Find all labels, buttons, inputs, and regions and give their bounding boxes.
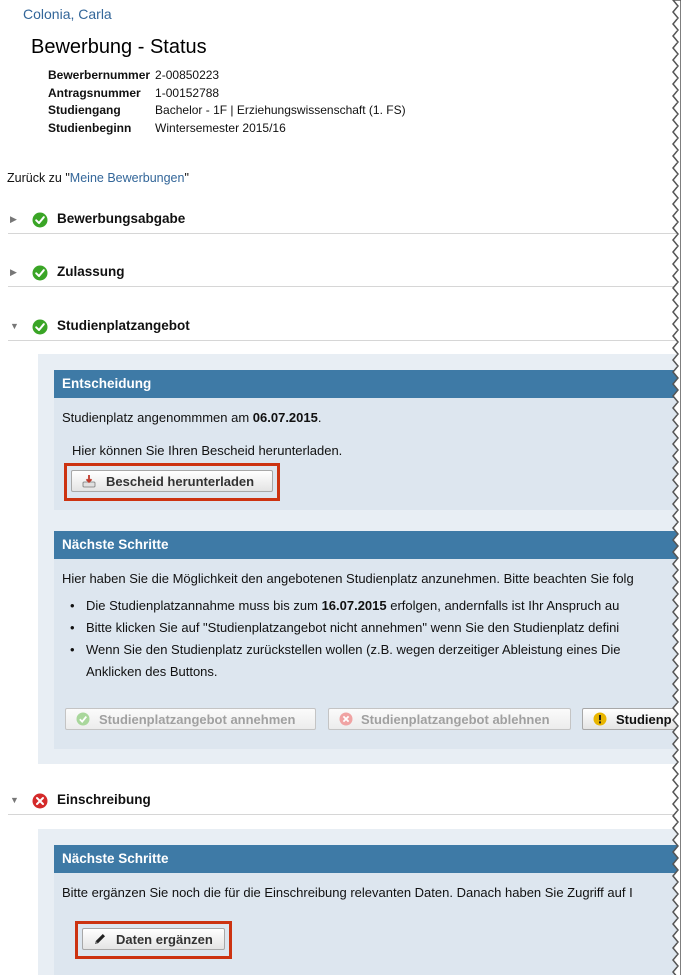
section-studienplatzangebot[interactable] (8, 313, 681, 341)
list-item: • Bitte klicken Sie auf "Studienplatzangebot nicht annehmen" wenn Sie den Studienplatz defini (70, 620, 620, 635)
expand-arrow-icon[interactable]: ▶ (10, 267, 17, 277)
check-icon (32, 265, 48, 281)
check-icon (76, 712, 90, 726)
einschreibung-panel (38, 829, 681, 975)
defer-offer-button[interactable]: Studienp (582, 708, 681, 730)
next-steps-header: Nächste Schritte (54, 531, 681, 559)
check-icon (32, 319, 48, 335)
info-label: Bewerbernummer (48, 68, 151, 82)
check-icon (32, 212, 48, 228)
warning-icon (593, 712, 607, 726)
enrollment-text: Bitte ergänzen Sie noch die für die Einschreibung relevanten Daten. Danach haben Sie Zugriff auf I (62, 885, 633, 900)
collapse-arrow-icon[interactable]: ▼ (10, 795, 19, 805)
list-item: • Wenn Sie den Studienplatz zurückstellen wollen (z.B. wegen derzeitiger Ableistung eines Die Anklicken des Buttons. (70, 642, 621, 679)
decision-text: Studienplatz angenommmen am 06.07.2015. (62, 410, 322, 425)
info-value: Wintersemester 2015/16 (155, 120, 286, 135)
info-label: Studienbeginn (48, 120, 132, 135)
next-steps-list (70, 595, 621, 683)
info-label: Studiengang (48, 103, 121, 117)
section-label: Bewerbungsabgabe (57, 211, 186, 226)
studienplatzangebot-panel (38, 354, 681, 764)
back-link-row: Zurück zu "Meine Bewerbungen" (7, 171, 189, 185)
torn-edge (667, 0, 681, 975)
section-label: Studienplatzangebot (57, 318, 190, 333)
section-zulassung[interactable] (8, 259, 681, 287)
decline-offer-button[interactable]: Studienplatzangebot ablehnen (328, 708, 571, 730)
entscheidung-header: Entscheidung (54, 370, 681, 398)
collapse-arrow-icon[interactable]: ▼ (10, 321, 19, 331)
my-applications-link[interactable]: Meine Bewerbungen (69, 171, 185, 185)
download-hint: Hier können Sie Ihren Bescheid herunterladen. (72, 443, 343, 458)
info-label: Antragsnummer (48, 85, 141, 100)
next-steps-box (54, 531, 681, 749)
application-info (48, 67, 406, 137)
complete-data-button[interactable]: Daten ergänzen (82, 928, 225, 950)
enrollment-steps-header: Nächste Schritte (54, 845, 681, 873)
download-decision-button[interactable]: Bescheid herunterladen (71, 470, 273, 492)
list-item: • Die Studienplatzannahme muss bis zum 16.07.2015 erfolgen, andernfalls ist Ihr Anspruch au (70, 598, 620, 613)
error-icon (32, 793, 48, 809)
next-steps-intro: Hier haben Sie die Möglichkeit den angebotenen Studienplatz anzunehmen. Bitte beachten Sie folg (62, 571, 634, 586)
entscheidung-box (54, 370, 681, 510)
enrollment-steps-box (54, 845, 681, 975)
error-icon (339, 712, 353, 726)
user-name: Colonia, Carla (23, 6, 112, 22)
page-title: Bewerbung - Status (31, 36, 207, 58)
info-value: Bachelor - 1F | Erziehungswissenschaft (1. FS) (155, 103, 406, 117)
section-bewerbungsabgabe[interactable] (8, 206, 681, 234)
section-label: Einschreibung (57, 792, 151, 807)
info-value: 1-00152788 (155, 85, 220, 100)
download-icon (82, 474, 96, 488)
section-label: Zulassung (57, 264, 125, 279)
section-einschreibung[interactable] (8, 787, 681, 815)
pencil-icon (93, 932, 107, 946)
accept-offer-button[interactable]: Studienplatzangebot annehmen (65, 708, 316, 730)
expand-arrow-icon[interactable]: ▶ (10, 214, 17, 224)
info-value: 2-00850223 (155, 68, 220, 82)
